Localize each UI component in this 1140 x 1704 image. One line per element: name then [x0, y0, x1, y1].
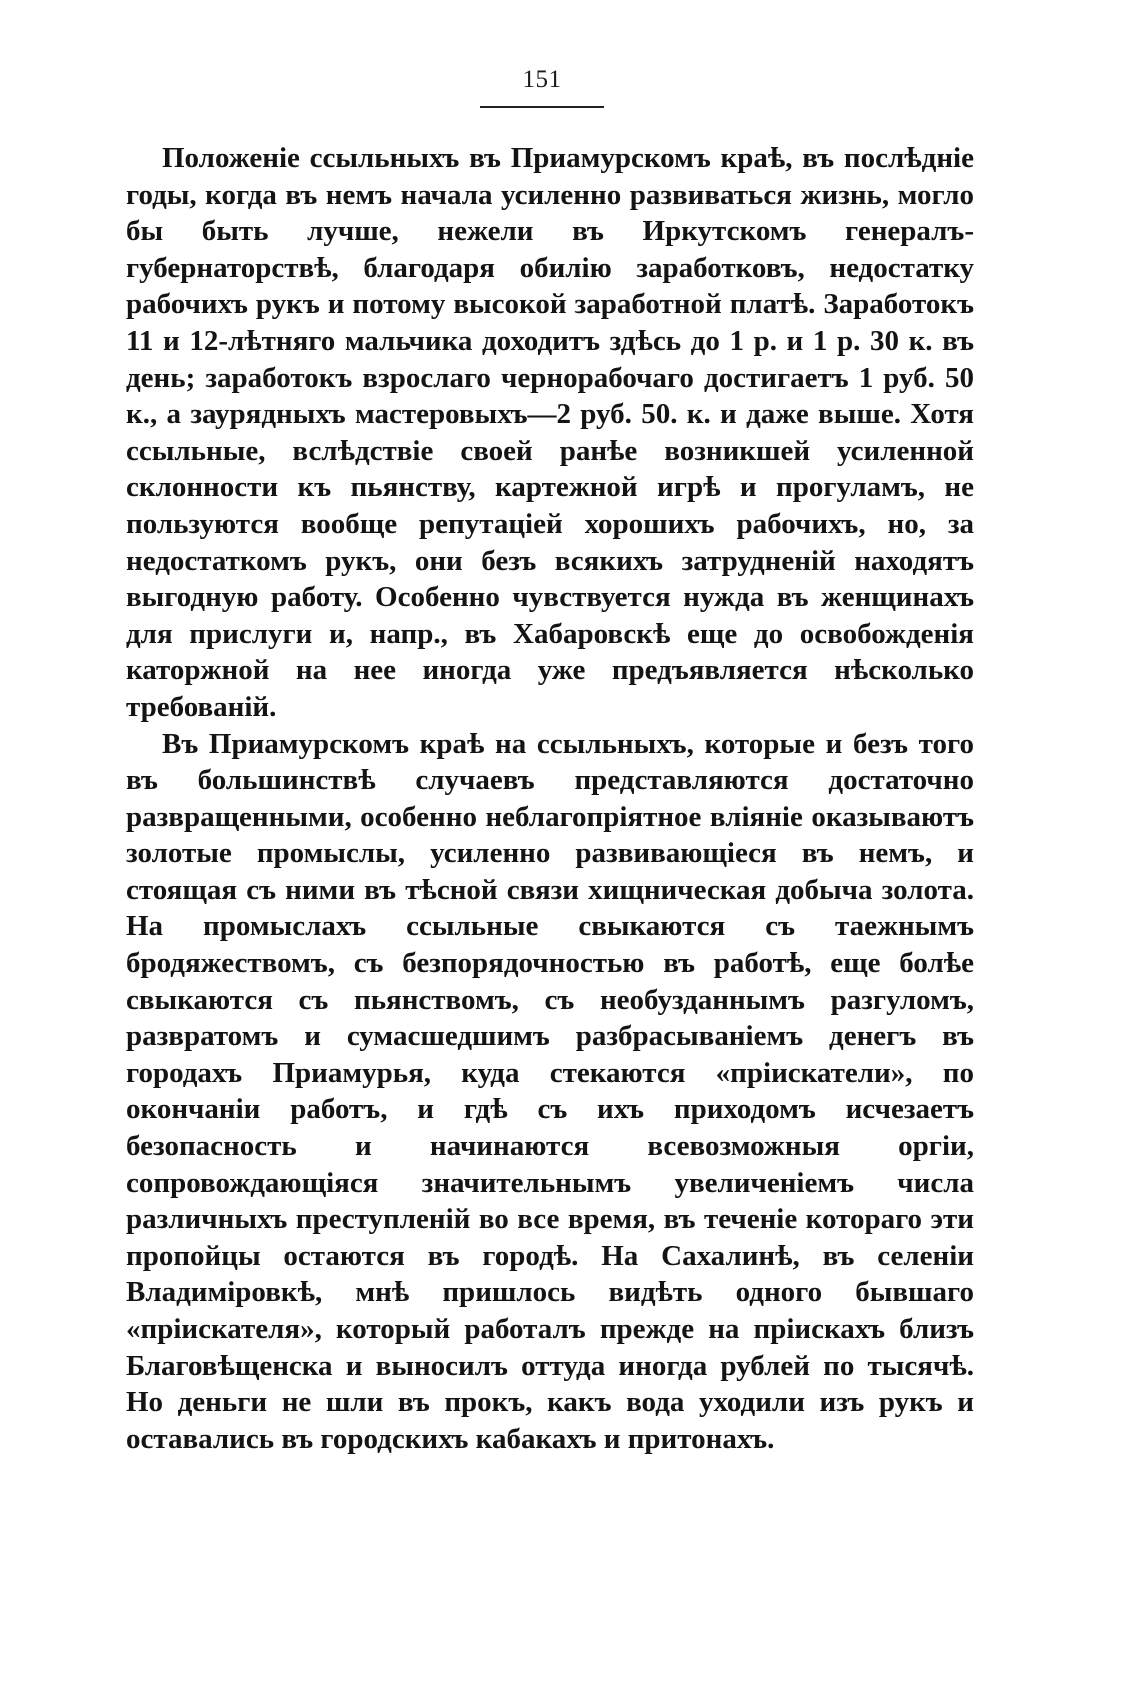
paragraph-2: Въ Приамурскомъ краѣ на ссыльныхъ, которые и безъ того въ большинствѣ случаевъ представляются достаточно развращенными, особенно неблагопріятное вліяніе оказываютъ золотые промыслы, усиленно развивающіеся въ немъ, и стоящая съ ними въ тѣсной связи хищническая добыча золота. На промыслахъ ссыльные свыкаются съ таежнымъ бродяжествомъ, съ безпорядочностью въ работѣ, еще болѣе свыкаются съ пьянствомъ, съ необузданнымъ разгуломъ, развратомъ и сумасшедшимъ разбрасываніемъ денегъ въ городахъ Приамурья, куда стекаются «пріискатели», по окончаніи работъ, и гдѣ съ ихъ приходомъ исчезаетъ безопасность и начинаются всевозможныя оргіи, сопровождающіяся значительнымъ увеличеніемъ числа различныхъ преступленій во все время, въ теченіе котораго эти пропойцы остаются въ городѣ. На Сахалинѣ, въ селеніи Владиміровкѣ, мнѣ пришлось видѣть одного бывшаго «пріискателя», который работалъ прежде на пріискахъ близъ Благовѣщенска и выносилъ оттуда иногда рублей по тысячѣ. Но деньги не шли въ прокъ, какъ вода уходили изъ рукъ и оставались въ городскихъ кабакахъ и притонахъ.	[126, 727, 974, 1455]
body-text	[126, 140, 974, 1457]
page-number-rule	[480, 106, 604, 108]
page-number: 151	[522, 66, 562, 93]
paragraph-1: Положеніе ссыльныхъ въ Приамурскомъ краѣ, въ послѣдніе годы, когда въ немъ начала усиленно развиваться жизнь, могло бы быть лучше, нежели въ Иркутскомъ генералъ-губернаторствѣ, благодаря обилію заработковъ, недостатку рабочихъ рукъ и потому высокой заработной платѣ. Заработокъ 11 и 12-лѣтняго мальчика доходитъ здѣсь до 1 р. и 1 р. 30 к. въ день; заработокъ взрослаго чернорабочаго достигаетъ 1 руб. 50 к., а заурядныхъ мастеровыхъ—2 руб. 50. к. и даже выше. Хотя ссыльные, вслѣдствіе своей ранѣе возникшей усиленной склонности къ пьянству, картежной игрѣ и прогуламъ, не пользуются вообще репутаціей хорошихъ рабочихъ, но, за недостаткомъ рукъ, они безъ всякихъ затрудненій находятъ выгодную работу. Особенно чувствуется нужда въ женщинахъ для прислуги и, напр., въ Хабаровскѣ еще до освобожденія каторжной на нее иногда уже предъявляется нѣсколько требованій.	[126, 142, 974, 723]
